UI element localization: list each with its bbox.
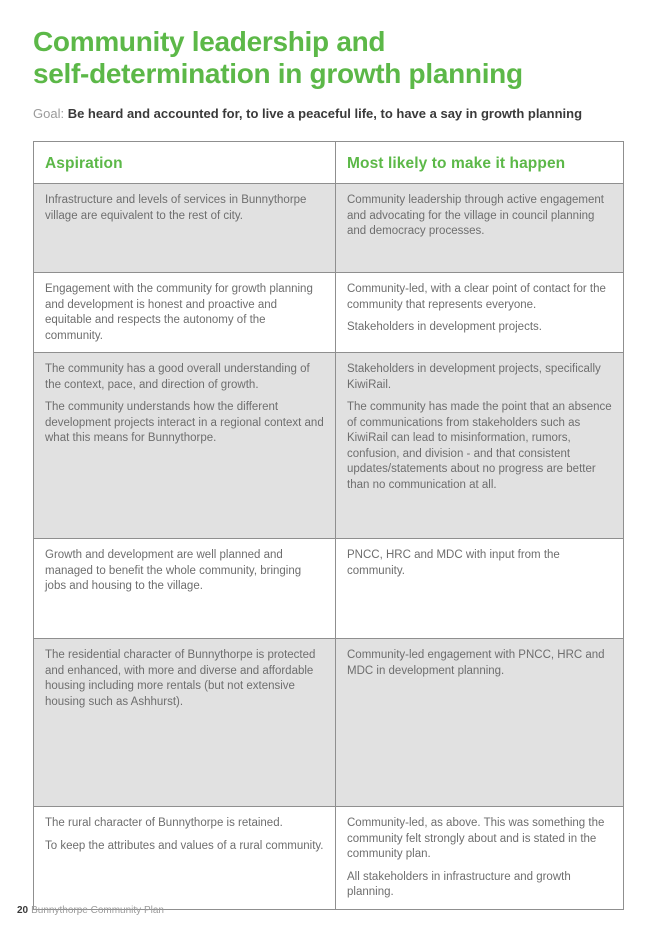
aspiration-cell — [34, 539, 336, 639]
cell-paragraph: Stakeholders in development projects. — [347, 321, 542, 333]
cell-paragraph: All stakeholders in infrastructure and growth planning. — [347, 870, 571, 898]
action-cell — [336, 539, 624, 639]
table-row — [34, 273, 624, 353]
aspiration-table — [33, 141, 624, 910]
cell-paragraph: The community has a good overall understanding of the context, pace, and direction of growth. — [45, 363, 310, 391]
action-cell — [336, 807, 624, 910]
column-header-aspiration: Aspiration — [34, 142, 336, 184]
action-cell — [336, 273, 624, 353]
table-row — [34, 353, 624, 539]
goal-text: Be heard and accounted for, to live a peaceful life, to have a say in growth planning — [67, 106, 583, 121]
cell-paragraph: Infrastructure and levels of services in Bunnythorpe village are equivalent to the rest of city. — [45, 194, 307, 222]
cell-paragraph: The residential character of Bunnythorpe is protected and enhanced, with more and diverse and affordable housing including more rentals (but not extensive housing such as Ashhurst). — [45, 649, 316, 708]
table-header-row — [34, 142, 624, 184]
aspiration-cell — [34, 639, 336, 807]
cell-paragraph: The community has made the point that an absence of communications from stakeholders such as KiwiRail can lead to misinformation, rumors, confusion, and division - and that consistent updates/statements about no progress are better than no communication at all. — [347, 401, 612, 491]
table-row — [34, 184, 624, 273]
cell-paragraph: Community-led, with a clear point of contact for the community that represents everyone. — [347, 283, 606, 311]
page-title — [33, 26, 633, 90]
aspiration-cell — [34, 353, 336, 539]
cell-paragraph: Growth and development are well planned and managed to benefit the whole community, bringing jobs and housing to the village. — [45, 549, 302, 592]
cell-paragraph: The community understands how the different development projects interact in a regional context and what this means for Bunnythorpe. — [45, 401, 324, 444]
action-cell — [336, 184, 624, 273]
aspiration-cell — [34, 273, 336, 353]
action-cell — [336, 639, 624, 807]
column-header-most-likely: Most likely to make it happen — [336, 142, 624, 184]
aspiration-cell — [34, 807, 336, 910]
aspiration-cell — [34, 184, 336, 273]
table-row — [34, 639, 624, 807]
table-row — [34, 539, 624, 639]
cell-paragraph: The rural character of Bunnythorpe is retained. — [45, 817, 283, 829]
cell-paragraph: PNCC, HRC and MDC with input from the community. — [347, 549, 560, 577]
cell-paragraph: Community-led engagement with PNCC, HRC and MDC in development planning. — [347, 649, 605, 677]
action-cell — [336, 353, 624, 539]
cell-paragraph: Community-led, as above. This was something the community felt strongly about and is stated in the community plan. — [347, 817, 605, 860]
footer-label: Bunnythorpe Community Plan — [31, 905, 164, 916]
goal-label: Goal: — [33, 106, 65, 121]
cell-paragraph: Engagement with the community for growth planning and development is honest and proactive and equitable and respects the autonomy of the community. — [45, 283, 313, 342]
page-number: 20 — [17, 905, 29, 916]
page-title-line1: Community leadership and — [33, 26, 386, 57]
cell-paragraph: Stakeholders in development projects, specifically KiwiRail. — [347, 363, 601, 391]
cell-paragraph: To keep the attributes and values of a rural community. — [45, 839, 324, 852]
page-footer — [17, 905, 164, 917]
cell-paragraph: Community leadership through active engagement and advocating for the village in council planning and democracy processes. — [347, 194, 604, 237]
table-row — [34, 807, 624, 910]
goal-line — [33, 105, 623, 122]
page-title-line2: self-determination in growth planning — [33, 58, 523, 89]
